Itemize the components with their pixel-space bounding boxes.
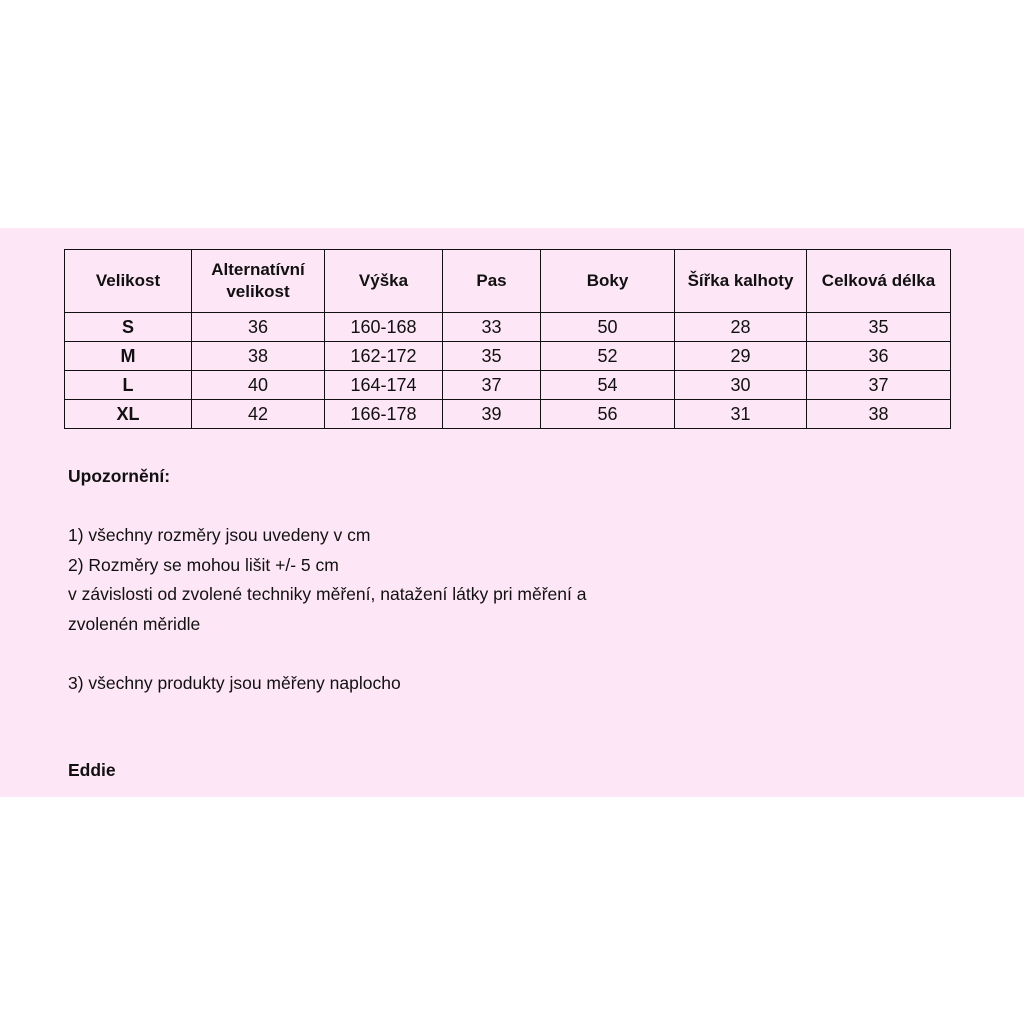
cell-waist: 37 <box>443 371 541 400</box>
cell-height: 162-172 <box>325 342 443 371</box>
cell-size: XL <box>65 400 192 429</box>
cell-alternative-size: 40 <box>192 371 325 400</box>
note-item-2-detail: v závislosti od zvolené techniky měření, natažení látky pri měření a <box>68 584 587 604</box>
header-height: Výška <box>325 250 443 313</box>
header-trouser-width: Šířka kalhoty <box>675 250 807 313</box>
cell-trouser-width: 31 <box>675 400 807 429</box>
cell-alternative-size: 42 <box>192 400 325 429</box>
table-row <box>65 371 951 400</box>
cell-total-length: 35 <box>807 313 951 342</box>
cell-height: 160-168 <box>325 313 443 342</box>
cell-waist: 35 <box>443 342 541 371</box>
cell-hips: 54 <box>541 371 675 400</box>
note-item-1: 1) všechny rozměry jsou uvedeny v cm <box>68 525 371 545</box>
header-size: Velikost <box>65 250 192 313</box>
table-row <box>65 400 951 429</box>
size-table <box>64 249 951 429</box>
header-total-length: Celková délka <box>807 250 951 313</box>
header-alternative-size: Alternatívní velikost <box>192 250 325 313</box>
cell-size: S <box>65 313 192 342</box>
cell-total-length: 38 <box>807 400 951 429</box>
cell-waist: 39 <box>443 400 541 429</box>
cell-size: M <box>65 342 192 371</box>
cell-trouser-width: 28 <box>675 313 807 342</box>
cell-size: L <box>65 371 192 400</box>
size-chart-panel <box>0 228 1024 797</box>
cell-trouser-width: 30 <box>675 371 807 400</box>
cell-trouser-width: 29 <box>675 342 807 371</box>
brand-name: Eddie <box>68 760 116 780</box>
cell-alternative-size: 36 <box>192 313 325 342</box>
cell-alternative-size: 38 <box>192 342 325 371</box>
cell-total-length: 36 <box>807 342 951 371</box>
header-waist: Pas <box>443 250 541 313</box>
note-item-2: 2) Rozměry se mohou lišit +/- 5 cm <box>68 554 339 575</box>
table-row <box>65 313 951 342</box>
cell-hips: 52 <box>541 342 675 371</box>
note-item-2-detail-cont: zvolenén měridle <box>68 613 201 634</box>
cell-total-length: 37 <box>807 371 951 400</box>
table-row <box>65 342 951 371</box>
header-hips: Boky <box>541 250 675 313</box>
cell-hips: 50 <box>541 313 675 342</box>
cell-height: 166-178 <box>325 400 443 429</box>
cell-height: 164-174 <box>325 371 443 400</box>
table-header-row <box>65 250 951 313</box>
cell-hips: 56 <box>541 400 675 429</box>
note-item-3: 3) všechny produkty jsou měřeny naplocho <box>68 672 401 693</box>
notes-heading: Upozornění: <box>68 466 171 486</box>
cell-waist: 33 <box>443 313 541 342</box>
notes-section <box>68 462 968 698</box>
